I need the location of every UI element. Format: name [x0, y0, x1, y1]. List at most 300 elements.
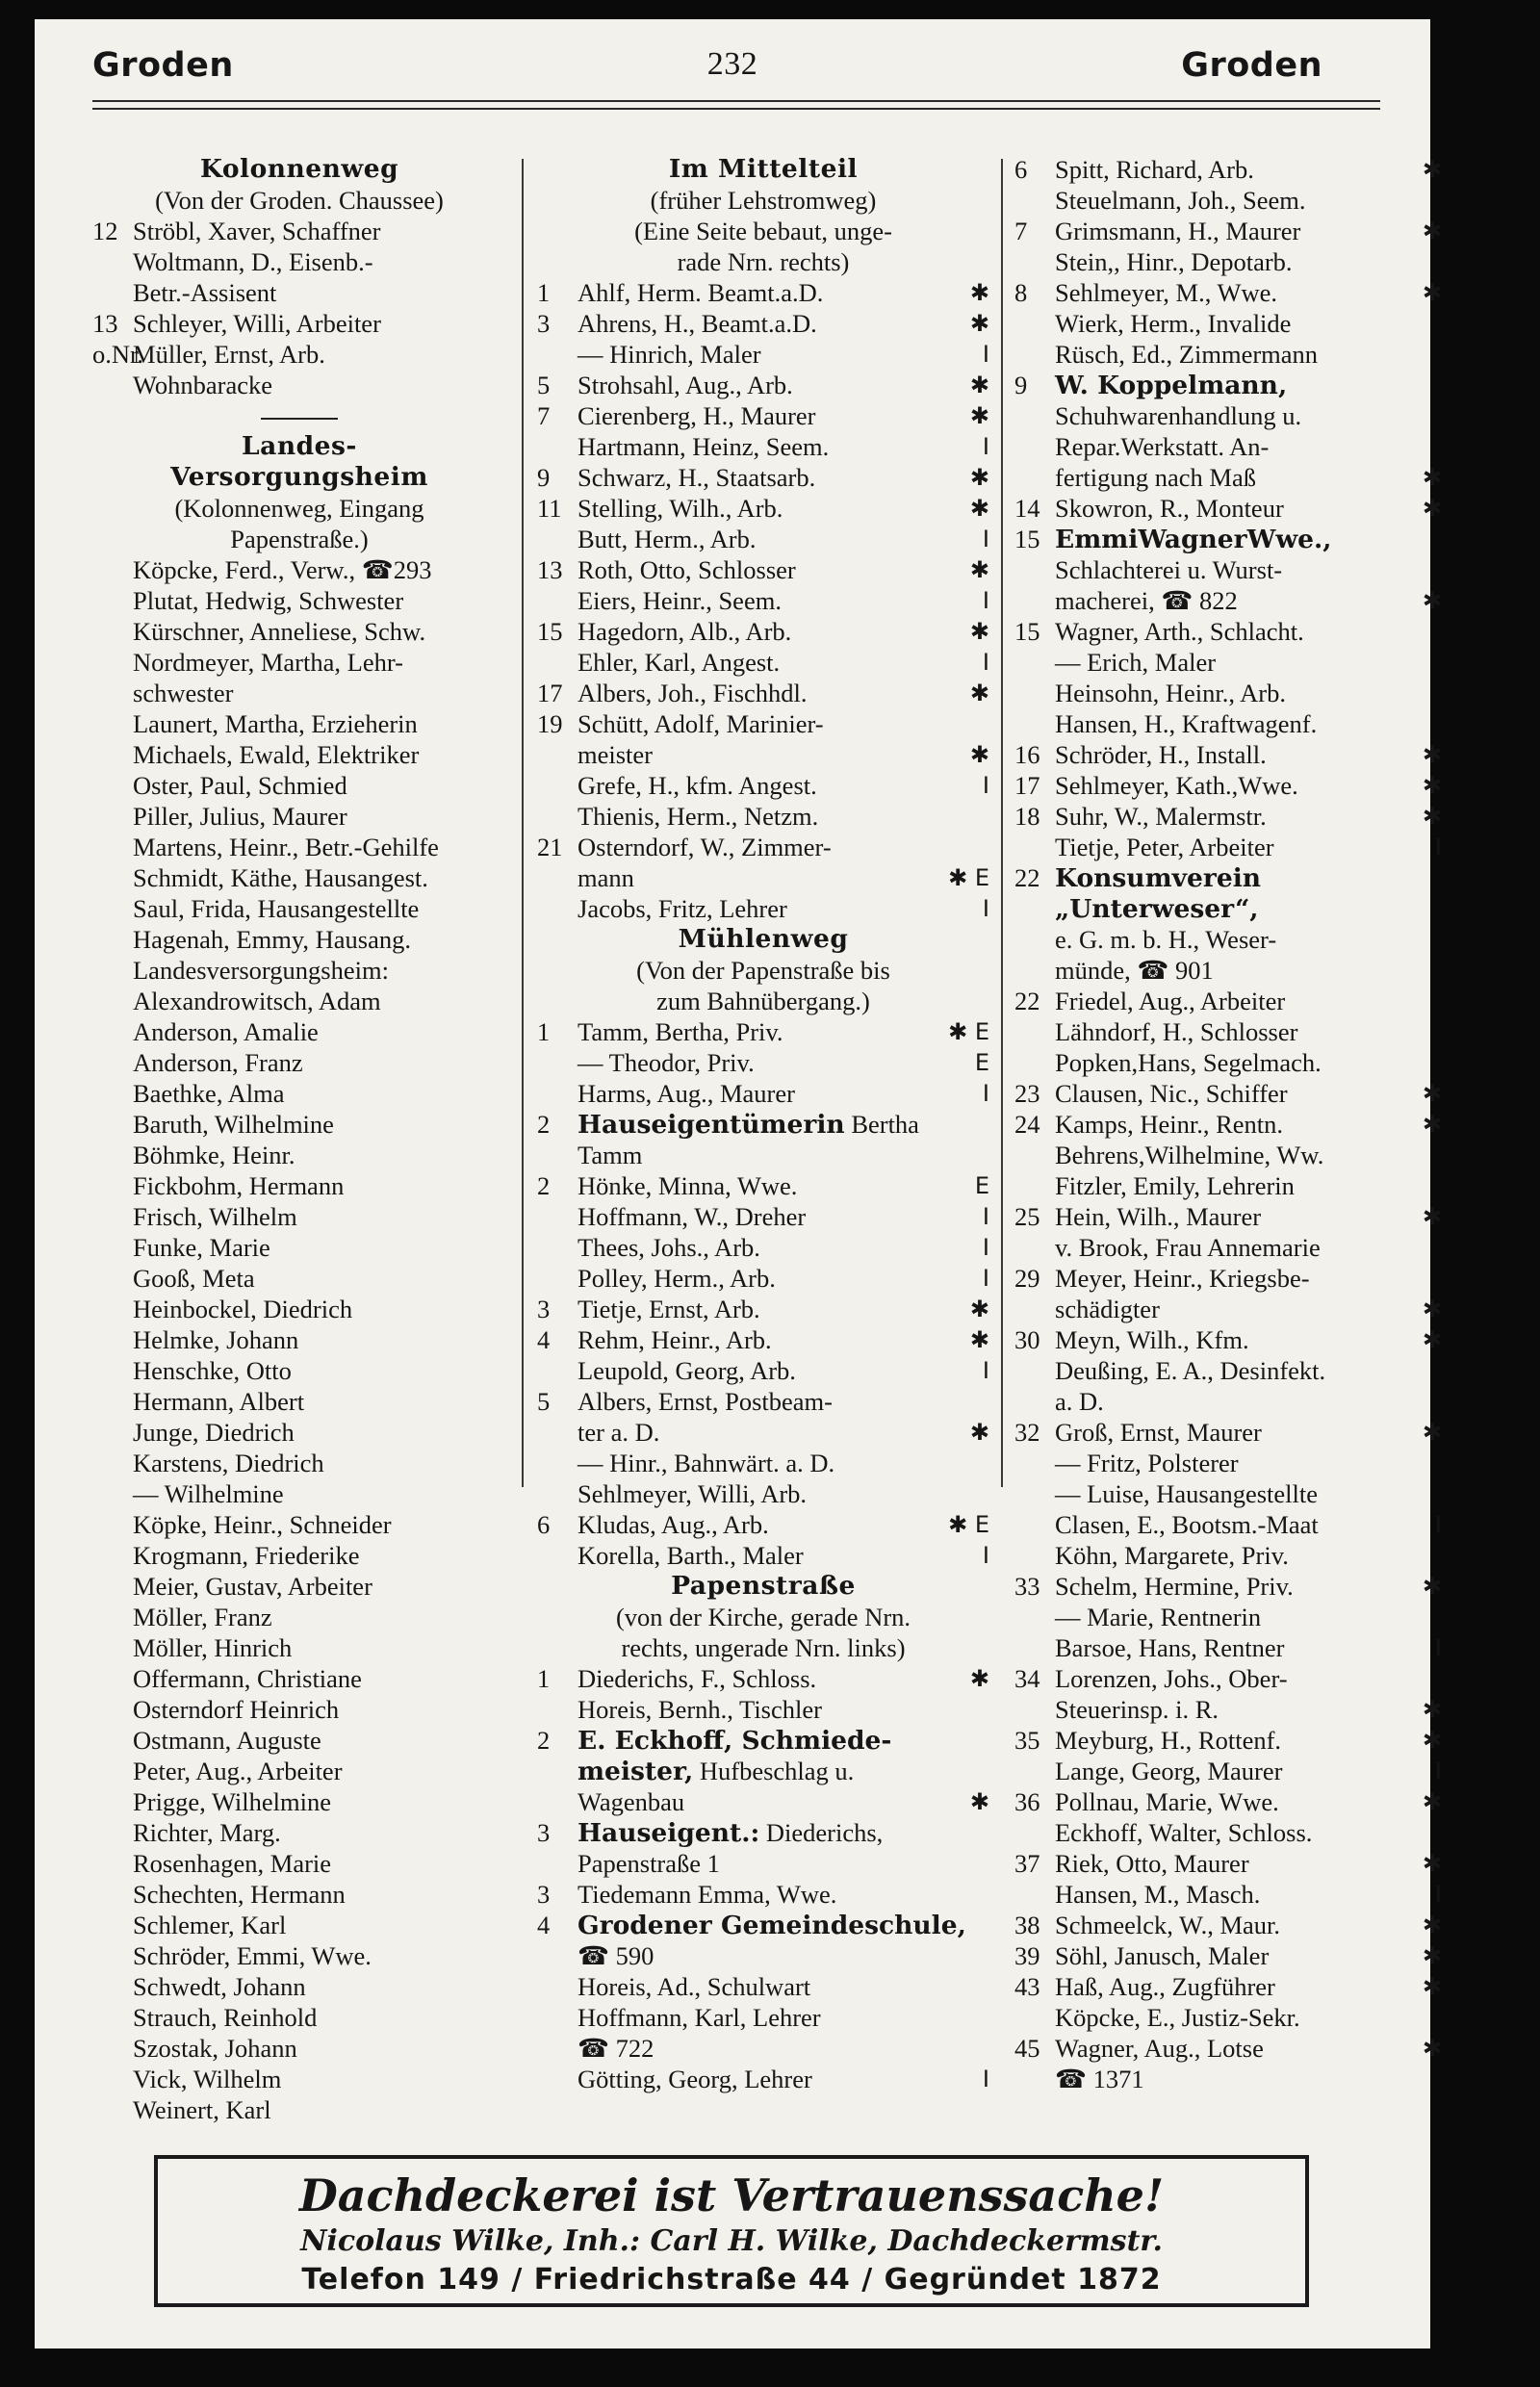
directory-entry [537, 554, 989, 585]
status-marker: ✱ [969, 618, 989, 645]
house-number: 24 [1014, 1110, 1040, 1139]
status-marker: E [974, 1172, 989, 1199]
house-number: 5 [537, 1387, 551, 1416]
directory-entry [92, 216, 506, 246]
resident-text: Strauch, Reinhold [133, 2003, 318, 2032]
resident-text: Roth, Otto, Schlosser [578, 555, 796, 584]
resident-text: macherei, ☎ 822 [1055, 586, 1238, 615]
resident-text: — Theodor, Priv. [578, 1048, 755, 1077]
street-note: (Kolonnenweg, Eingang [174, 494, 424, 523]
house-number: 11 [537, 494, 562, 523]
house-number: 34 [1014, 1664, 1040, 1693]
status-marker: I [982, 341, 989, 368]
resident-text: Gooß, Meta [133, 1264, 255, 1293]
resident-text: Konsumverein [1055, 863, 1262, 893]
directory-entry [92, 1971, 506, 2002]
resident-text: Thienis, Herm., Netzm. [578, 802, 819, 831]
directory-entry [1014, 2002, 1442, 2033]
resident-text: Tietje, Peter, Arbeiter [1055, 833, 1274, 861]
resident-text: Heinbockel, Diedrich [133, 1295, 353, 1323]
status-marker: ✱ [1422, 495, 1442, 522]
resident-text: Cierenberg, H., Maurer [578, 401, 816, 430]
directory-entry [537, 277, 989, 308]
resident-text: — Erich, Maler [1055, 648, 1217, 677]
resident-text: e. G. m. b. H., Weser- [1055, 925, 1277, 954]
house-number: 3 [537, 1295, 551, 1323]
directory-entry [1014, 1201, 1442, 1232]
directory-entry [537, 832, 989, 862]
directory-entry [92, 1448, 506, 1478]
status-marker: I [982, 649, 989, 676]
resident-text: Repar.Werkstatt. An- [1055, 432, 1270, 461]
directory-entry [92, 1509, 506, 1540]
resident-text: Diederichs, F., Schloss. [578, 1664, 817, 1693]
directory-entry [1014, 1170, 1442, 1201]
resident-text: E. Eckhoff, Schmiede- [578, 1726, 892, 1756]
directory-entry [1014, 1694, 1442, 1725]
resident-text: Schelm, Hermine, Priv. [1055, 1572, 1294, 1601]
street-heading: Kolonnenweg [199, 154, 399, 184]
resident-text: — Luise, Hausangestellte [1055, 1479, 1319, 1508]
resident-text: Sehlmeyer, Kath.,Wwe. [1055, 771, 1298, 800]
directory-entry [92, 308, 506, 339]
directory-entry [92, 246, 506, 277]
street-note: rade Nrn. rechts) [677, 247, 850, 276]
directory-entry [537, 1448, 989, 1478]
resident-text: Korella, Barth., Maler [578, 1541, 804, 1570]
resident-text: Wierk, Herm., Invalide [1055, 309, 1292, 338]
resident-text: Prigge, Wilhelmine [133, 1787, 331, 1816]
directory-entry [92, 1786, 506, 1817]
resident-text: Anderson, Amalie [133, 1017, 319, 1046]
house-number: 13 [537, 555, 563, 584]
directory-entry [1014, 2033, 1442, 2064]
directory-entry [1014, 986, 1442, 1016]
resident-text: Meyburg, H., Rottenf. [1055, 1726, 1282, 1755]
directory-entry [537, 1509, 989, 1540]
resident-text: Schleyer, Willi, Arbeiter [133, 309, 381, 338]
status-marker: I [1434, 1634, 1442, 1661]
resident-text: Hein, Wilh., Maurer [1055, 1202, 1262, 1231]
house-number: 7 [537, 401, 551, 430]
directory-entry [537, 1016, 989, 1047]
status-marker: ✱ [1422, 1973, 1442, 2000]
resident-text: Polley, Herm., Arb. [578, 1264, 776, 1293]
directory-entry [92, 1047, 506, 1078]
resident-text: Heinsohn, Heinr., Arb. [1055, 679, 1286, 707]
house-number: 14 [1014, 494, 1040, 523]
status-marker: I [982, 895, 989, 922]
directory-entry [1014, 1817, 1442, 1848]
directory-entry [1014, 185, 1442, 216]
status-marker: I [1434, 1511, 1442, 1538]
street-note: Papenstraße.) [230, 525, 369, 553]
resident-text: Meier, Gustav, Arbeiter [133, 1572, 372, 1601]
resident-text: Schmidt, Käthe, Hausangest. [133, 863, 428, 892]
resident-text: a. D. [1055, 1387, 1104, 1416]
resident-text: Popken,Hans, Segelmach. [1055, 1048, 1322, 1077]
resident-text: Götting, Georg, Lehrer [578, 2065, 812, 2093]
ad-company: Nicolaus Wilke, Inh.: Carl H. Wilke, Dachdeckermstr. [300, 2224, 1163, 2258]
house-number: 2 [537, 1726, 551, 1755]
page-number: 232 [706, 46, 758, 82]
directory-entry [537, 678, 989, 708]
resident-text: Osterndorf, W., Zimmer- [578, 833, 832, 861]
house-number: 6 [1014, 155, 1028, 184]
resident-text: Grodener Gemeindeschule, [578, 1911, 966, 1940]
status-marker: ✱ [1422, 1727, 1442, 1754]
resident-text: Pollnau, Marie, Wwe. [1055, 1787, 1279, 1816]
directory-entry [1014, 493, 1442, 524]
status-marker: ✱ [1422, 1788, 1442, 1815]
resident-text: Kamps, Heinr., Rentn. [1055, 1110, 1283, 1139]
house-number: 15 [537, 617, 563, 646]
resident-text: Woltmann, D., Eisenb.- [133, 247, 373, 276]
resident-text: Karstens, Diedrich [133, 1449, 324, 1477]
house-number: 16 [1014, 740, 1040, 769]
column-2 [537, 154, 989, 2094]
status-marker: I [982, 1265, 989, 1292]
directory-entry [1014, 1047, 1442, 1078]
directory-entry [92, 585, 506, 616]
directory-entry [92, 1910, 506, 1940]
directory-entry [1014, 1540, 1442, 1571]
house-number: 8 [1014, 278, 1028, 307]
house-number: 35 [1014, 1726, 1040, 1755]
resident-text: Wagenbau [578, 1787, 685, 1816]
resident-text: Fitzler, Emily, Lehrerin [1055, 1171, 1295, 1200]
status-marker: ✱ [1422, 1203, 1442, 1230]
resident-text: Sehlmeyer, M., Wwe. [1055, 278, 1278, 307]
status-marker: ✱ E [948, 1018, 989, 1045]
resident-text: Baruth, Wilhelmine [133, 1110, 334, 1139]
directory-entry [1014, 1386, 1442, 1417]
resident-text: Hoffmann, Karl, Lehrer [578, 2003, 821, 2032]
directory-entry [537, 801, 989, 832]
directory-entry [92, 1602, 506, 1632]
directory-entry [537, 1879, 989, 1910]
resident-text: Hansen, M., Masch. [1055, 1880, 1261, 1909]
resident-text: Clausen, Nic., Schiffer [1055, 1079, 1288, 1108]
directory-entry [537, 1294, 989, 1324]
resident-text: Hagedorn, Alb., Arb. [578, 617, 792, 646]
directory-entry [1014, 924, 1442, 955]
house-number: 36 [1014, 1787, 1040, 1816]
directory-entry [537, 1201, 989, 1232]
directory-entry [1014, 1848, 1442, 1879]
directory-entry [537, 616, 989, 647]
status-marker: ✱ [1422, 1080, 1442, 1107]
resident-text: Rehm, Heinr., Arb. [578, 1325, 772, 1354]
directory-entry [1014, 770, 1442, 801]
resident-text: Köhn, Margarete, Priv. [1055, 1541, 1289, 1570]
resident-text: Launert, Martha, Erzieherin [133, 709, 418, 738]
house-number: 29 [1014, 1264, 1040, 1293]
house-number: 30 [1014, 1325, 1040, 1354]
house-number: 9 [537, 463, 551, 492]
directory-entry [92, 647, 506, 678]
resident-text: Steuerinsp. i. R. [1055, 1695, 1219, 1724]
directory-entry [537, 1386, 989, 1417]
directory-entry [1014, 1571, 1442, 1602]
resident-text: Harms, Aug., Maurer [578, 1079, 795, 1108]
resident-text: Kürschner, Anneliese, Schw. [133, 617, 426, 646]
directory-entry [1014, 1632, 1442, 1663]
resident-text: Schwedt, Johann [133, 1972, 306, 2001]
ad-slogan: Dachdeckerei ist Vertrauenssache! [298, 2169, 1165, 2221]
directory-entry [92, 554, 506, 585]
resident-text: Hauseigentümerin Bertha [578, 1110, 919, 1140]
directory-entry [92, 1848, 506, 1879]
directory-entry [537, 1725, 989, 1756]
resident-text: ☎ 722 [578, 2034, 654, 2063]
resident-text: — Hinrich, Maler [578, 340, 761, 369]
resident-text: Hagenah, Emmy, Hausang. [133, 925, 411, 954]
resident-text: mann [578, 863, 634, 892]
status-marker: ✱ [1422, 741, 1442, 768]
resident-text: Eiers, Heinr., Seem. [578, 586, 782, 615]
directory-page [35, 19, 1442, 2348]
directory-entry [1014, 431, 1442, 462]
house-number: 19 [537, 709, 563, 738]
resident-text: ter a. D. [578, 1418, 660, 1447]
resident-text: Kludas, Aug., Arb. [578, 1510, 769, 1539]
resident-text: Jacobs, Fritz, Lehrer [578, 894, 787, 923]
status-marker: ✱ E [948, 1511, 989, 1538]
resident-text: Schlachterei u. Wurst- [1055, 555, 1283, 584]
directory-entry [92, 986, 506, 1016]
directory-entry [92, 1140, 506, 1170]
directory-entry [1014, 1448, 1442, 1478]
section-separator [92, 400, 506, 431]
resident-text: Offermann, Christiane [133, 1664, 362, 1693]
resident-text: Papenstraße 1 [578, 1849, 720, 1878]
resident-text: v. Brook, Frau Annemarie [1055, 1233, 1321, 1262]
street-note: zum Bahnübergang.) [656, 987, 870, 1015]
status-marker: ✱ [1422, 587, 1442, 614]
resident-text: Grefe, H., kfm. Angest. [578, 771, 817, 800]
directory-entry [537, 1756, 989, 1786]
status-marker: ✱ [1422, 156, 1442, 183]
entry-continuation: schwester [133, 679, 234, 707]
running-head-left: Groden [92, 46, 234, 85]
status-marker: ✱ [969, 1296, 989, 1322]
directory-entry [537, 1663, 989, 1694]
directory-entry [1014, 678, 1442, 708]
resident-text: Leupold, Georg, Arb. [578, 1356, 796, 1385]
directory-entry [92, 708, 506, 739]
status-marker: ✱ [1422, 1942, 1442, 1969]
house-number: 13 [92, 309, 118, 338]
resident-text: Tamm [578, 1141, 643, 1169]
directory-entry [92, 1817, 506, 1848]
directory-entry [1014, 1940, 1442, 1971]
directory-entry [1014, 554, 1442, 585]
directory-entry [1014, 1355, 1442, 1386]
resident-text: Anderson, Franz [133, 1048, 303, 1077]
resident-text: Sehlmeyer, Willi, Arb. [578, 1479, 808, 1508]
house-number: 1 [537, 1017, 551, 1046]
directory-entry [92, 1263, 506, 1294]
house-number: 7 [1014, 217, 1028, 245]
resident-text: Groß, Ernst, Maurer [1055, 1418, 1262, 1447]
resident-text: Haß, Aug., Zugführer [1055, 1972, 1275, 2001]
resident-text: Grimsmann, H., Maurer [1055, 217, 1301, 245]
directory-entry [537, 370, 989, 400]
directory-entry [1014, 862, 1442, 893]
directory-entry [1014, 216, 1442, 246]
entry-continuation: Landesversorgungsheim: [133, 956, 389, 985]
directory-entry [1014, 370, 1442, 400]
directory-entry [537, 1047, 989, 1078]
resident-text: Szostak, Johann [133, 2034, 297, 2063]
status-marker: I [1434, 1758, 1442, 1784]
directory-entry [92, 801, 506, 832]
status-marker: I [982, 526, 989, 552]
directory-entry [92, 1016, 506, 1047]
street-note: (von der Kirche, gerade Nrn. [615, 1603, 911, 1631]
directory-entry [1014, 955, 1442, 986]
status-marker: ✱ [1422, 464, 1442, 491]
directory-entry [1014, 1232, 1442, 1263]
resident-text: Ahlf, Herm. Beamt.a.D. [578, 278, 824, 307]
status-marker: I [982, 2066, 989, 2092]
status-marker: ✱ [1422, 1419, 1442, 1446]
directory-entry [537, 893, 989, 924]
directory-entry [92, 1694, 506, 1725]
resident-text: Clasen, E., Bootsm.-Maat [1055, 1510, 1319, 1539]
resident-text: Albers, Ernst, Postbeam- [578, 1387, 833, 1416]
status-marker: I [1434, 1881, 1442, 1908]
resident-text: Stelling, Wilh., Arb. [578, 494, 783, 523]
directory-entry [537, 1417, 989, 1448]
directory-entry [1014, 1109, 1442, 1140]
house-number: 32 [1014, 1418, 1040, 1447]
directory-entry [92, 862, 506, 893]
resident-text: Funke, Marie [133, 1233, 270, 1262]
house-number: 22 [1014, 987, 1040, 1015]
directory-entry [537, 2033, 989, 2064]
resident-text: Spitt, Richard, Arb. [1055, 155, 1254, 184]
resident-text: Stein,, Hinr., Depotarb. [1055, 247, 1293, 276]
resident-text: „Unterweser“, [1055, 894, 1259, 924]
directory-entry [537, 339, 989, 370]
directory-entry [92, 2064, 506, 2094]
house-number: 3 [537, 1818, 551, 1847]
entry-continuation: Wohnbaracke [133, 371, 273, 399]
directory-entry [1014, 647, 1442, 678]
resident-text: Deußing, E. A., Desinfekt. [1055, 1356, 1326, 1385]
house-number: 2 [537, 1110, 551, 1139]
house-number: o.Nr. [92, 340, 143, 369]
directory-entry [1014, 1140, 1442, 1170]
resident-text: Söhl, Janusch, Maler [1055, 1941, 1270, 1970]
directory-entry [537, 1109, 989, 1140]
house-number: 18 [1014, 802, 1040, 831]
status-marker: ✱ [969, 741, 989, 768]
directory-entry [1014, 739, 1442, 770]
resident-text: Hönke, Minna, Wwe. [578, 1171, 798, 1200]
directory-entry [92, 1632, 506, 1663]
directory-entry [537, 2002, 989, 2033]
status-marker: ✱ [1422, 1696, 1442, 1723]
directory-entry [92, 1170, 506, 1201]
resident-text: Hermann, Albert [133, 1387, 305, 1416]
resident-text: Köpke, Heinr., Schneider [133, 1510, 392, 1539]
status-marker: ✱ [969, 680, 989, 706]
directory-entry [537, 1263, 989, 1294]
status-marker: ✱ [1422, 1912, 1442, 1938]
running-head-right: Groden [1181, 46, 1322, 85]
directory-entry [1014, 246, 1442, 277]
resident-text: Oster, Paul, Schmied [133, 771, 347, 800]
resident-text: Butt, Herm., Arb. [578, 525, 757, 553]
house-number: 17 [537, 679, 563, 707]
directory-entry [537, 1232, 989, 1263]
resident-text: — Hinr., Bahnwärt. a. D. [578, 1449, 835, 1477]
status-marker: ✱ [1422, 803, 1442, 830]
resident-text: schädigter [1055, 1295, 1160, 1323]
resident-text: Nordmeyer, Martha, Lehr- [133, 648, 403, 677]
resident-text: Plutat, Hedwig, Schwester [133, 586, 404, 615]
directory-entry [1014, 1602, 1442, 1632]
house-number: 45 [1014, 2034, 1040, 2063]
status-marker: I [982, 587, 989, 614]
resident-text: Henschke, Otto [133, 1356, 292, 1385]
directory-entry [92, 1756, 506, 1786]
directory-entry [1014, 585, 1442, 616]
directory-entry [92, 2002, 506, 2033]
status-marker: ✱ [1422, 2035, 1442, 2062]
house-number: 4 [537, 1325, 551, 1354]
directory-entry [92, 1294, 506, 1324]
column-divider-2 [1001, 159, 1003, 1487]
resident-text: Lange, Georg, Maurer [1055, 1757, 1283, 1785]
status-marker: I [982, 1080, 989, 1107]
house-number: 37 [1014, 1849, 1040, 1878]
resident-text: Behrens,Wilhelmine, Ww. [1055, 1141, 1324, 1169]
directory-entry [537, 1910, 989, 1940]
status-marker: ✱ [969, 1665, 989, 1692]
directory-entry [1014, 2064, 1442, 2094]
resident-text: Müller, Ernst, Arb. [133, 340, 325, 369]
street-note: rechts, ungerade Nrn. links) [621, 1633, 906, 1662]
directory-entry [537, 708, 989, 739]
directory-entry [1014, 1417, 1442, 1448]
resident-text: — Fritz, Polsterer [1055, 1449, 1239, 1477]
street-heading: Landes- [242, 431, 357, 461]
resident-text: Thees, Johs., Arb. [578, 1233, 760, 1262]
resident-text: Köpcke, Ferd., Verw., ☎293 [133, 555, 432, 584]
status-marker: I [982, 1542, 989, 1569]
resident-text: Meyn, Wilh., Kfm. [1055, 1325, 1249, 1354]
house-number: 39 [1014, 1941, 1040, 1970]
entry-continuation: Betr.-Assisent [133, 278, 277, 307]
resident-text: Albers, Joh., Fischhdl. [578, 679, 808, 707]
street-heading: Im Mittelteil [668, 154, 859, 184]
house-number: 1 [537, 278, 551, 307]
resident-text: Horeis, Ad., Schulwart [578, 1972, 811, 2001]
status-marker: ✱ [1422, 279, 1442, 306]
directory-entry [92, 1417, 506, 1448]
directory-entry [1014, 1725, 1442, 1756]
directory-entry [1014, 801, 1442, 832]
house-number: 9 [1014, 371, 1028, 399]
status-marker: ✱ [1422, 1850, 1442, 1877]
resident-text: Skowron, R., Monteur [1055, 494, 1284, 523]
directory-entry [1014, 1971, 1442, 2002]
resident-text: Rosenhagen, Marie [133, 1849, 332, 1878]
